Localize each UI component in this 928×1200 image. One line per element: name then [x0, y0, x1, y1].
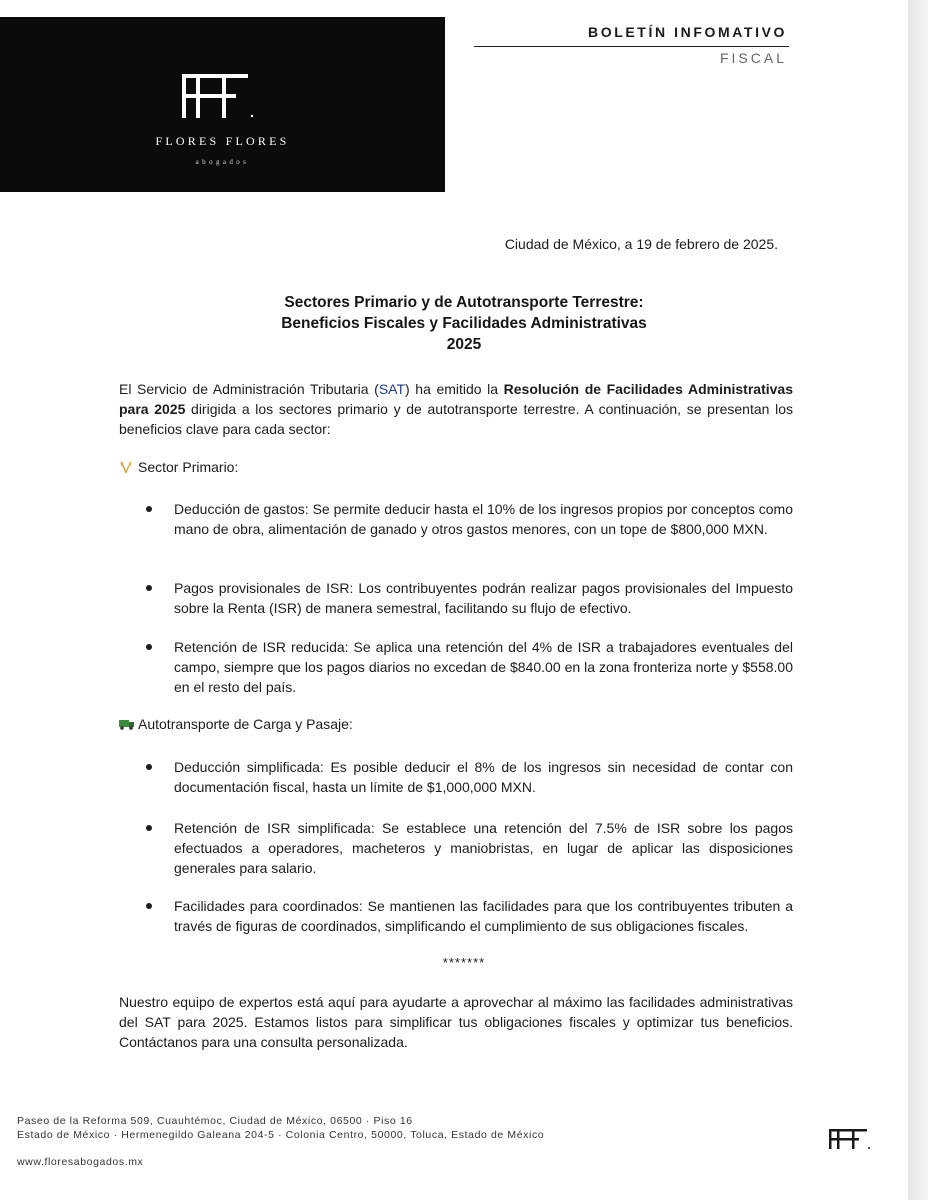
logo-subtitle: abogados — [195, 158, 250, 166]
footer-website-link[interactable]: www.floresabogados.mx — [17, 1156, 144, 1168]
sat-link[interactable]: SAT — [378, 381, 406, 397]
wheat-icon — [119, 460, 133, 474]
section-heading-text: Autotransporte de Carga y Pasaje: — [138, 716, 353, 732]
list-item: Retención de ISR reducida: Se aplica una retención del 4% de ISR a trabajadores eventuales del campo, siempre que los pagos diarios no excedan de $840.00 en la zona fronteriza norte y $558.00 en el resto del país. — [174, 639, 793, 695]
bulletin-divider — [474, 46, 789, 47]
logo-ff-mark — [182, 74, 254, 118]
closing-paragraph: Nuestro equipo de expertos está aquí para ayudarte a aprovechar al máximo las facilidades administrativas del SAT para 2025. Estamos listos para simplificar tus obligaciones fiscales y optimizar tus beneficios. Contáctanos para una consulta personalizada. — [119, 994, 793, 1050]
title-line-1: Sectores Primario y de Autotransporte Terrestre: — [284, 294, 644, 311]
bulletin-title: BOLETÍN INFOMATIVO — [588, 24, 787, 40]
section-heading-autotransporte — [119, 716, 353, 732]
separator-stars: ******* — [442, 955, 486, 970]
footer-address-2: Estado de México · Hermenegildo Galeana 204-5 · Colonia Centro, 50000, Toluca, Estado de México — [17, 1129, 545, 1141]
list-item: Pagos provisionales de ISR: Los contribuyentes podrán realizar pagos provisionales del Impuesto sobre la Renta (ISR) de manera semestral, facilitando su flujo de efectivo. — [174, 580, 793, 616]
intro-text-2: ) ha emitido la — [405, 381, 504, 397]
document-title — [0, 292, 928, 355]
footer-address-1: Paseo de la Reforma 509, Cuauhtémoc, Ciudad de México, 06500 · Piso 16 — [17, 1115, 413, 1127]
bulletin-subtitle: FISCAL — [719, 50, 787, 66]
title-line-2: Beneficios Fiscales y Facilidades Administrativas — [281, 315, 647, 332]
footer-logo-mark — [829, 1129, 871, 1151]
intro-paragraph — [119, 379, 793, 439]
intro-bold-resolution: Resolución de Facilidades Administrativas para 2025 — [119, 381, 793, 417]
truck-icon — [119, 717, 133, 731]
section-heading-primario — [119, 459, 238, 475]
logo-block — [0, 17, 445, 192]
intro-text-3: dirigida a los sectores primario y de autotransporte terrestre. A continuación, se presentan los beneficios clave para cada sector: — [119, 401, 793, 437]
section-heading-text: Sector Primario: — [138, 459, 239, 475]
document-date: Ciudad de México, a 19 de febrero de 2025. — [504, 236, 778, 252]
list-item: Facilidades para coordinados: Se mantienen las facilidades para que los contribuyentes tributen a través de figuras de coordinados, simplificando el cumplimiento de sus obligaciones fiscales. — [174, 898, 793, 934]
list-item: Retención de ISR simplificada: Se establece una retención del 7.5% de ISR sobre los pagos efectuados a operadores, macheteros y maniobristas, en lugar de aplicar las disposiciones generales para salario. — [174, 820, 793, 876]
logo-name: FLORES FLORES — [155, 134, 290, 148]
title-line-3: 2025 — [446, 336, 482, 353]
list-item: Deducción simplificada: Es posible deducir el 8% de los ingresos sin necesidad de contar con documentación fiscal, hasta un límite de $1,000,000 MXN. — [174, 759, 793, 795]
intro-text-1: El Servicio de Administración Tributaria ( — [119, 381, 379, 397]
list-item: Deducción de gastos: Se permite deducir hasta el 10% de los ingresos propios por conceptos como mano de obra, alimentación de ganado y otros gastos menores, con un tope de $800,000 MXN. — [174, 501, 793, 537]
page-edge-shadow — [908, 0, 928, 1200]
